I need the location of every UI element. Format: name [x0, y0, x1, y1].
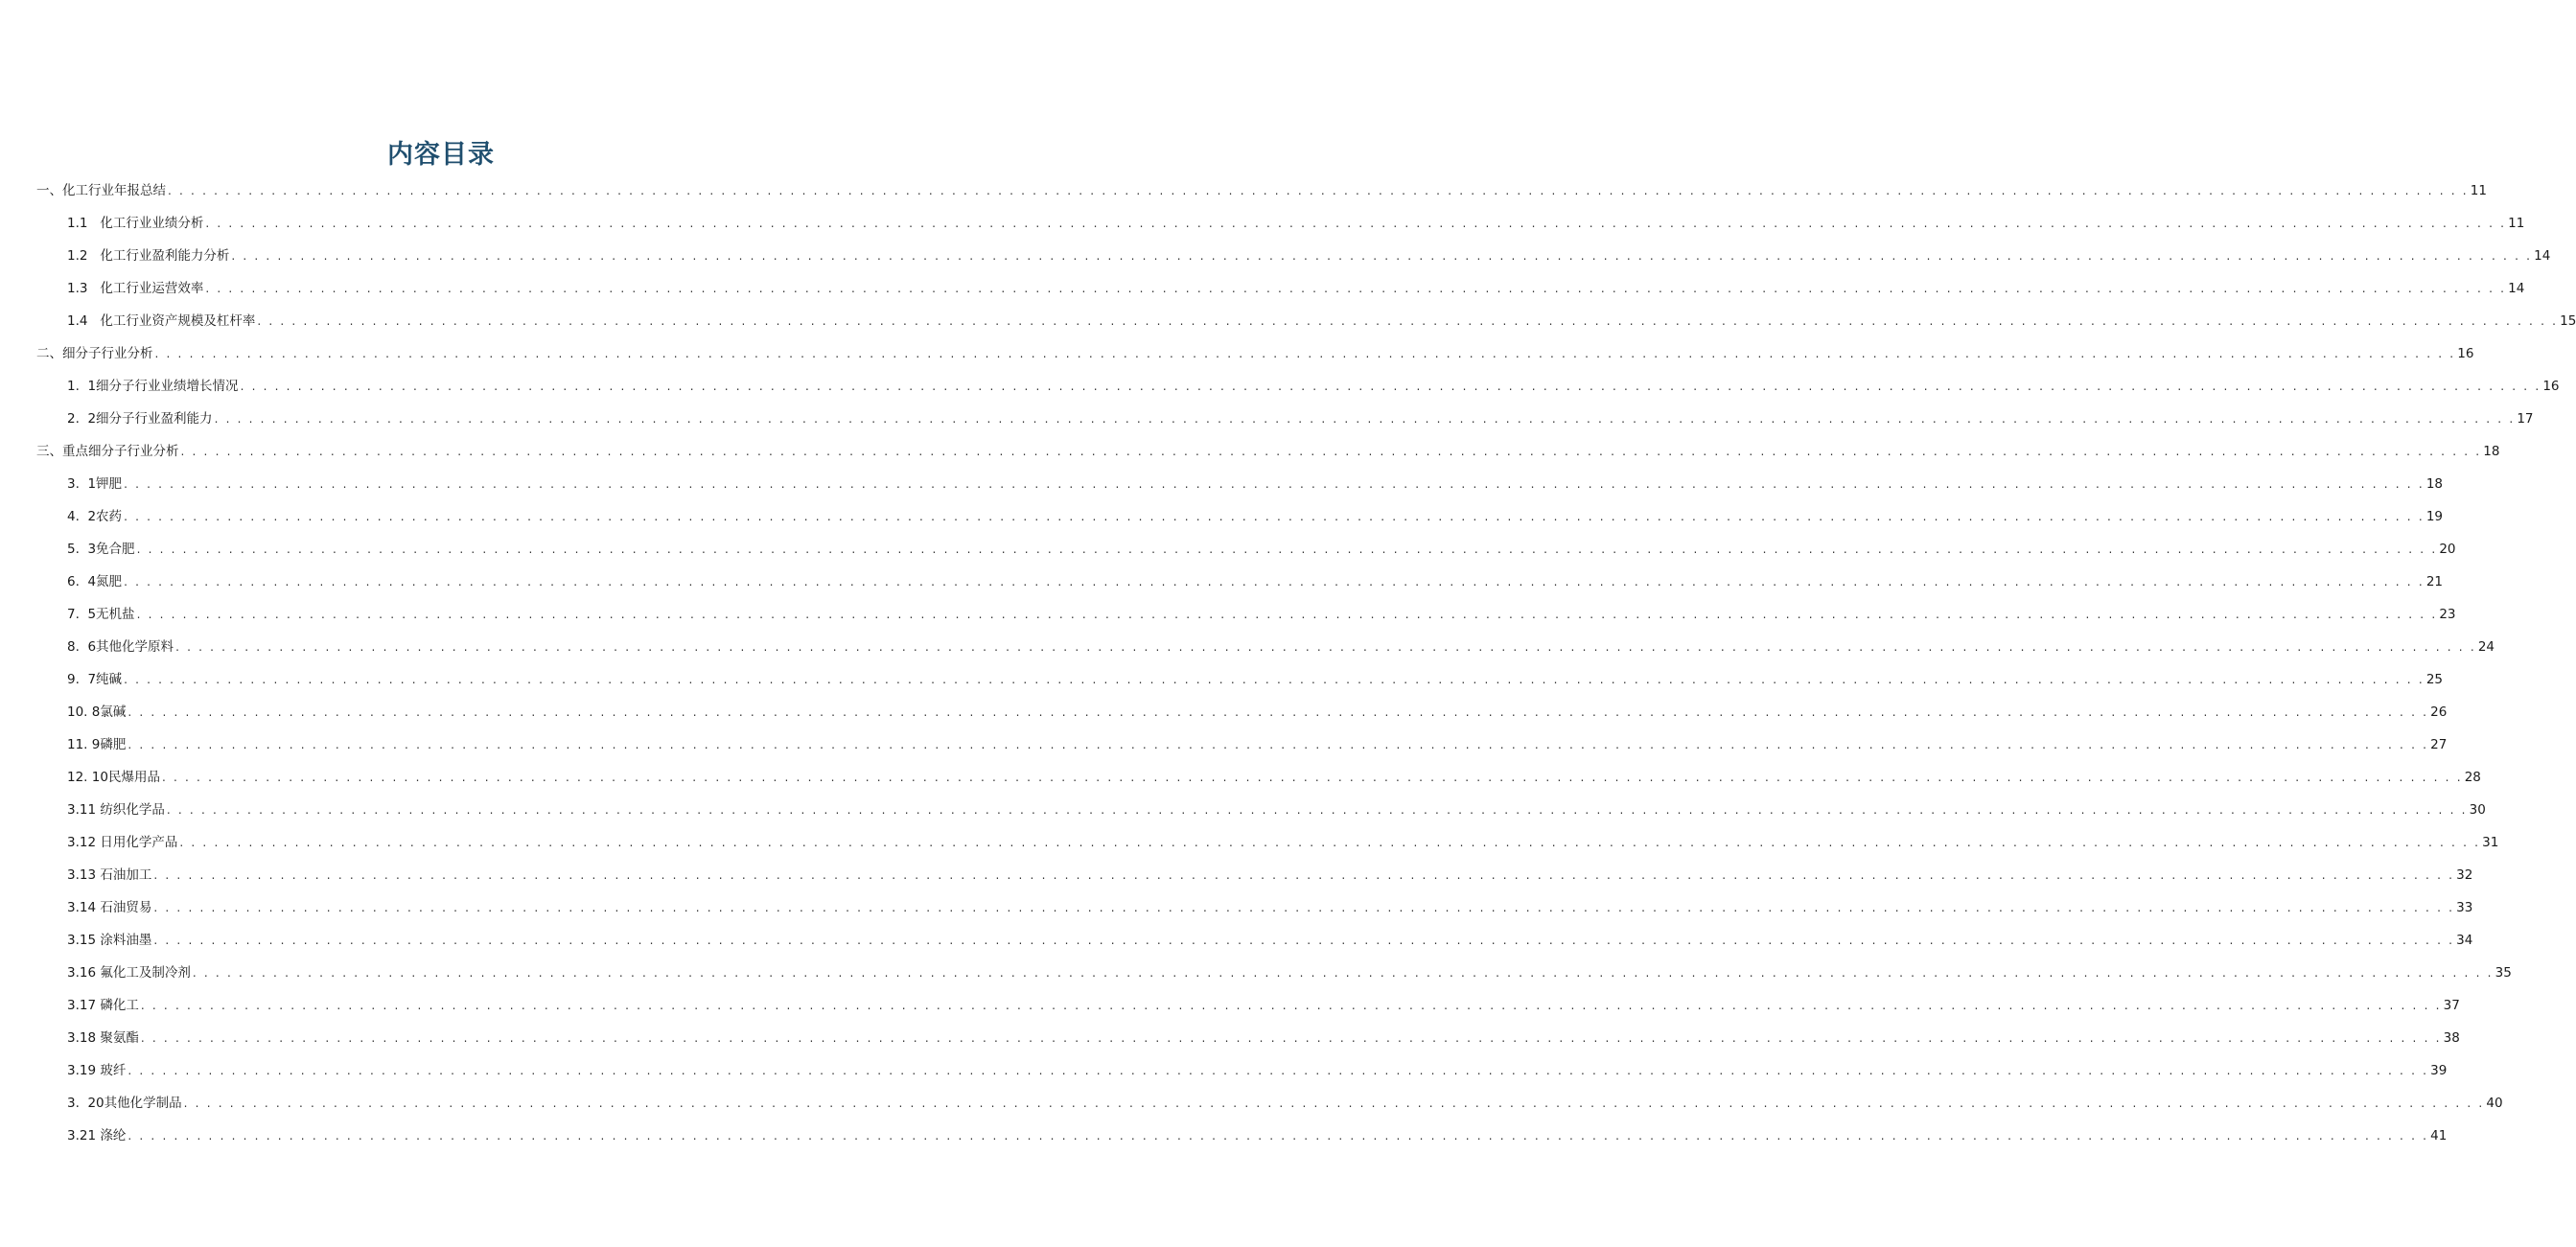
toc-entry-title: 涤纶 [100, 1128, 127, 1143]
toc-entry-number: 1.2 [67, 248, 101, 264]
toc-entry-title: 9磷肥 [91, 737, 127, 752]
dot-leader: . . . . . . . . . . . . . . . . . . . . . . . . . . . . . . . . . . . . . . . . . . . . . . . . . . . . . . . . . . . . . . . . . . . . . . . . . . . . . . . . . . . . . . . . . . . . . . . . . . . . . . . . . . . . . . . . . . . . . . . . . . . . . . . . . . . . . . . . . . . . . . . . . . . . . . . . . . . . . . . . . . . . . . . . . . . . . . . . . . . . . . . . . . . . . . . . . . . . . . . . [153, 934, 2455, 947]
toc-entry-title: 2农药 [87, 509, 123, 524]
toc-entry[interactable] [36, 272, 2525, 305]
dot-leader: . . . . . . . . . . . . . . . . . . . . . . . . . . . . . . . . . . . . . . . . . . . . . . . . . . . . . . . . . . . . . . . . . . . . . . . . . . . . . . . . . . . . . . . . . . . . . . . . . . . . . . . . . . . . . . . . . . . . . . . . . . . . . . . . . . . . . . . . . . . . . . . . . . . . . . . . . . . . . . . . . . . . . . . . . . . . . . . . . . . . . . . . . . . . . . . . . . . . . . . . [124, 575, 2425, 589]
toc-entry-page-number: 40 [2486, 1096, 2503, 1111]
toc-entry-number: 一、 [36, 183, 62, 198]
toc-entry-page-number: 18 [2483, 444, 2500, 459]
dot-leader: . . . . . . . . . . . . . . . . . . . . . . . . . . . . . . . . . . . . . . . . . . . . . . . . . . . . . . . . . . . . . . . . . . . . . . . . . . . . . . . . . . . . . . . . . . . . . . . . . . . . . . . . . . . . . . . . . . . . . . . . . . . . . . . . . . . . . . . . . . . . . . . . . . . . . . . . . . . . . . . . . . . . . . . . . . . . . . . . . . . . . . . . . . . . . . . . . . . . . . . . [175, 640, 2476, 654]
toc-entry-title: 20其他化学制品 [87, 1096, 182, 1111]
toc-entry-number: 3.13 [67, 867, 101, 883]
toc-entry[interactable] [36, 859, 2473, 891]
toc-entry-page-number: 33 [2456, 900, 2473, 915]
dot-leader: . . . . . . . . . . . . . . . . . . . . . . . . . . . . . . . . . . . . . . . . . . . . . . . . . . . . . . . . . . . . . . . . . . . . . . . . . . . . . . . . . . . . . . . . . . . . . . . . . . . . . . . . . . . . . . . . . . . . . . . . . . . . . . . . . . . . . . . . . . . . . . . . . . . . . . . . . . . . . . . . . . . . . . . . . . . . . . . . . . . . . . . . . . . . . . . . . . . . . . . . [205, 217, 2507, 230]
toc-entry-title: 磷化工 [100, 998, 139, 1013]
toc-entry-page-number: 19 [2425, 509, 2444, 524]
toc-entry[interactable] [36, 468, 2444, 500]
toc-entry-number: 1. [67, 379, 88, 394]
toc-entry-page-number: 11 [2470, 183, 2487, 198]
toc-entry[interactable] [36, 924, 2473, 957]
page-title: 内容目录 [387, 140, 495, 171]
toc-entry-title: 化工行业盈利能力分析 [100, 248, 230, 264]
toc-entry-page-number: 23 [2439, 607, 2456, 622]
toc-entry[interactable] [36, 305, 2576, 337]
toc-entry-title: 3免合肥 [87, 542, 135, 557]
toc-entry-number: 3.12 [67, 835, 101, 850]
toc-entry-title: 日用化学产品 [100, 835, 178, 850]
toc-entry-title: 玻纤 [100, 1063, 127, 1078]
dot-leader: . . . . . . . . . . . . . . . . . . . . . . . . . . . . . . . . . . . . . . . . . . . . . . . . . . . . . . . . . . . . . . . . . . . . . . . . . . . . . . . . . . . . . . . . . . . . . . . . . . . . . . . . . . . . . . . . . . . . . . . . . . . . . . . . . . . . . . . . . . . . . . . . . . . . . . . . . . . . . . . . . . . . . . . . . . . . . . . . . . . . . . . . . . . . . . . . . . . . . . . . [128, 705, 2429, 719]
toc-entry-page-number: 37 [2443, 998, 2460, 1013]
toc-entry[interactable] [36, 826, 2499, 859]
toc-entry-page-number: 30 [2469, 802, 2486, 818]
toc-entry-number: 3.14 [67, 900, 101, 915]
toc-entry-page-number: 39 [2430, 1063, 2448, 1078]
toc-entry-number: 3.16 [67, 965, 101, 981]
dot-leader: . . . . . . . . . . . . . . . . . . . . . . . . . . . . . . . . . . . . . . . . . . . . . . . . . . . . . . . . . . . . . . . . . . . . . . . . . . . . . . . . . . . . . . . . . . . . . . . . . . . . . . . . . . . . . . . . . . . . . . . . . . . . . . . . . . . . . . . . . . . . . . . . . . . . . . . . . . . . . . . . . . . . . . . . . . . . . . . . . . . . . . . . . . . . . . . . . . . . . . . . [166, 803, 2468, 817]
dot-leader: . . . . . . . . . . . . . . . . . . . . . . . . . . . . . . . . . . . . . . . . . . . . . . . . . . . . . . . . . . . . . . . . . . . . . . . . . . . . . . . . . . . . . . . . . . . . . . . . . . . . . . . . . . . . . . . . . . . . . . . . . . . . . . . . . . . . . . . . . . . . . . . . . . . . . . . . . . . . . . . . . . . . . . . . . . . . . . . . . . . . . . . . . . . . . . . . . . . . . . . . [231, 249, 2533, 263]
dot-leader: . . . . . . . . . . . . . . . . . . . . . . . . . . . . . . . . . . . . . . . . . . . . . . . . . . . . . . . . . . . . . . . . . . . . . . . . . . . . . . . . . . . . . . . . . . . . . . . . . . . . . . . . . . . . . . . . . . . . . . . . . . . . . . . . . . . . . . . . . . . . . . . . . . . . . . . . . . . . . . . . . . . . . . . . . . . . . . . . . . . . . . . . . . . . . . . . . . . . . . . . [140, 1031, 2442, 1045]
dot-leader: . . . . . . . . . . . . . . . . . . . . . . . . . . . . . . . . . . . . . . . . . . . . . . . . . . . . . . . . . . . . . . . . . . . . . . . . . . . . . . . . . . . . . . . . . . . . . . . . . . . . . . . . . . . . . . . . . . . . . . . . . . . . . . . . . . . . . . . . . . . . . . . . . . . . . . . . . . . . . . . . . . . . . . . . . . . . . . . . . . . . . . . . . . . . . . . . . . . . . . . . [136, 608, 2438, 621]
toc-entry[interactable] [36, 1087, 2503, 1120]
toc-entry-title: 化工行业资产规模及杠杆率 [100, 313, 256, 329]
toc-entry-page-number: 17 [2517, 411, 2534, 427]
toc-entry-title: 6其他化学原料 [87, 639, 174, 655]
toc-entry-number: 1.1 [67, 216, 101, 231]
toc-entry-title: 4氮肥 [87, 574, 123, 589]
dot-leader: . . . . . . . . . . . . . . . . . . . . . . . . . . . . . . . . . . . . . . . . . . . . . . . . . . . . . . . . . . . . . . . . . . . . . . . . . . . . . . . . . . . . . . . . . . . . . . . . . . . . . . . . . . . . . . . . . . . . . . . . . . . . . . . . . . . . . . . . . . . . . . . . . . . . . . . . . . . . . . . . . . . . . . . . . . . . . . . . . . . . . . . . . . . . . . . . . . . . . . . . [153, 868, 2455, 882]
toc-entry-title: 8氯碱 [91, 704, 127, 720]
toc-entry[interactable] [36, 598, 2456, 631]
dot-leader: . . . . . . . . . . . . . . . . . . . . . . . . . . . . . . . . . . . . . . . . . . . . . . . . . . . . . . . . . . . . . . . . . . . . . . . . . . . . . . . . . . . . . . . . . . . . . . . . . . . . . . . . . . . . . . . . . . . . . . . . . . . . . . . . . . . . . . . . . . . . . . . . . . . . . . . . . . . . . . . . . . . . . . . . . . . . . . . . . . . . . . . . . . . . . . . . . . . . . . . . [180, 445, 2482, 458]
toc-entry-number: 3. [67, 476, 88, 492]
toc-entry-page-number: 16 [2542, 379, 2560, 394]
toc-entry-page-number: 14 [2534, 248, 2551, 264]
toc-entry-number: 4. [67, 509, 88, 524]
dot-leader: . . . . . . . . . . . . . . . . . . . . . . . . . . . . . . . . . . . . . . . . . . . . . . . . . . . . . . . . . . . . . . . . . . . . . . . . . . . . . . . . . . . . . . . . . . . . . . . . . . . . . . . . . . . . . . . . . . . . . . . . . . . . . . . . . . . . . . . . . . . . . . . . . . . . . . . . . . . . . . . . . . . . . . . . . . . . . . . . . . . . . . . . . . . . . . . . . . . . . . . . [161, 771, 2463, 784]
toc-entry-number: 8. [67, 639, 88, 655]
toc-entry-title: 纺织化学品 [100, 802, 165, 818]
toc-entry[interactable] [36, 663, 2444, 696]
toc-entry-number: 1.4 [67, 313, 101, 329]
toc-entry-title: 2细分子行业盈利能力 [87, 411, 213, 427]
toc-entry[interactable] [36, 794, 2486, 826]
toc-entry-title: 重点细分子行业分析 [62, 444, 179, 459]
toc-entry-title: 5无机盐 [87, 607, 135, 622]
toc-entry[interactable] [36, 533, 2456, 566]
toc-entry[interactable] [36, 337, 2474, 370]
toc-entry-page-number: 18 [2425, 476, 2444, 492]
dot-leader: . . . . . . . . . . . . . . . . . . . . . . . . . . . . . . . . . . . . . . . . . . . . . . . . . . . . . . . . . . . . . . . . . . . . . . . . . . . . . . . . . . . . . . . . . . . . . . . . . . . . . . . . . . . . . . . . . . . . . . . . . . . . . . . . . . . . . . . . . . . . . . . . . . . . . . . . . . . . . . . . . . . . . . . . . . . . . . . . . . . . . . . . . . . . . . . . . . . . . . . . [179, 836, 2481, 849]
toc-entry[interactable] [36, 891, 2473, 924]
toc-entry-number: 9. [67, 672, 88, 687]
dot-leader: . . . . . . . . . . . . . . . . . . . . . . . . . . . . . . . . . . . . . . . . . . . . . . . . . . . . . . . . . . . . . . . . . . . . . . . . . . . . . . . . . . . . . . . . . . . . . . . . . . . . . . . . . . . . . . . . . . . . . . . . . . . . . . . . . . . . . . . . . . . . . . . . . . . . . . . . . . . . . . . . . . . . . . . . . . . . . . . . . . . . . . . . . . . . . . . . . . . . . . . . [205, 282, 2507, 295]
toc-entry-page-number: 25 [2425, 672, 2444, 687]
toc-entry-title: 化工行业年报总结 [62, 183, 166, 198]
toc-entry-number: 5. [67, 542, 88, 557]
toc-entry[interactable] [36, 1054, 2448, 1087]
toc-entry-number: 12. [67, 770, 92, 785]
toc-entry-number: 1.3 [67, 281, 101, 296]
toc-entry-title: 聚氨酯 [100, 1030, 139, 1046]
dot-leader: . . . . . . . . . . . . . . . . . . . . . . . . . . . . . . . . . . . . . . . . . . . . . . . . . . . . . . . . . . . . . . . . . . . . . . . . . . . . . . . . . . . . . . . . . . . . . . . . . . . . . . . . . . . . . . . . . . . . . . . . . . . . . . . . . . . . . . . . . . . . . . . . . . . . . . . . . . . . . . . . . . . . . . . . . . . . . . . . . . . . . . . . . . . . . . . . . . . . . . . . [136, 543, 2438, 556]
toc-entry-number: 3.19 [67, 1063, 101, 1078]
toc-entry[interactable] [36, 500, 2444, 533]
toc-entry-title: 细分子行业分析 [62, 346, 153, 361]
dot-leader: . . . . . . . . . . . . . . . . . . . . . . . . . . . . . . . . . . . . . . . . . . . . . . . . . . . . . . . . . . . . . . . . . . . . . . . . . . . . . . . . . . . . . . . . . . . . . . . . . . . . . . . . . . . . . . . . . . . . . . . . . . . . . . . . . . . . . . . . . . . . . . . . . . . . . . . . . . . . . . . . . . . . . . . . . . . . . . . . . . . . . . . . . . . . . . . . . . . . . . . . [124, 477, 2425, 491]
toc-entry-page-number: 24 [2477, 639, 2495, 655]
toc-entry-page-number: 31 [2482, 835, 2499, 850]
toc-entry-number: 3.15 [67, 933, 101, 948]
table-of-contents [36, 174, 2576, 1152]
toc-entry-number: 三、 [36, 444, 62, 459]
toc-entry[interactable] [36, 403, 2534, 435]
toc-entry-number: 3.18 [67, 1030, 101, 1046]
toc-entry-page-number: 28 [2464, 770, 2481, 785]
dot-leader: . . . . . . . . . . . . . . . . . . . . . . . . . . . . . . . . . . . . . . . . . . . . . . . . . . . . . . . . . . . . . . . . . . . . . . . . . . . . . . . . . . . . . . . . . . . . . . . . . . . . . . . . . . . . . . . . . . . . . . . . . . . . . . . . . . . . . . . . . . . . . . . . . . . . . . . . . . . . . . . . . . . . . . . . . . . . . . . . . . . . . . . . . . . . . . . . . . . . . . . . [257, 314, 2559, 328]
toc-entry[interactable] [36, 370, 2560, 403]
toc-entry-page-number: 14 [2508, 281, 2525, 296]
dot-leader: . . . . . . . . . . . . . . . . . . . . . . . . . . . . . . . . . . . . . . . . . . . . . . . . . . . . . . . . . . . . . . . . . . . . . . . . . . . . . . . . . . . . . . . . . . . . . . . . . . . . . . . . . . . . . . . . . . . . . . . . . . . . . . . . . . . . . . . . . . . . . . . . . . . . . . . . . . . . . . . . . . . . . . . . . . . . . . . . . . . . . . . . . . . . . . . . . . . . . . . . [214, 412, 2516, 426]
toc-entry-number: 10. [67, 704, 92, 720]
toc-entry-title: 化工行业运营效率 [100, 281, 204, 296]
toc-entry-number: 二、 [36, 346, 62, 361]
toc-entry[interactable] [36, 240, 2551, 272]
toc-entry[interactable] [36, 566, 2444, 598]
dot-leader: . . . . . . . . . . . . . . . . . . . . . . . . . . . . . . . . . . . . . . . . . . . . . . . . . . . . . . . . . . . . . . . . . . . . . . . . . . . . . . . . . . . . . . . . . . . . . . . . . . . . . . . . . . . . . . . . . . . . . . . . . . . . . . . . . . . . . . . . . . . . . . . . . . . . . . . . . . . . . . . . . . . . . . . . . . . . . . . . . . . . . . . . . . . . . . . . . . . . . . . . [128, 1064, 2429, 1077]
toc-entry-number: 3. [67, 1096, 88, 1111]
toc-entry[interactable] [36, 1120, 2448, 1152]
toc-entry-title: 7纯碱 [87, 672, 123, 687]
dot-leader: . . . . . . . . . . . . . . . . . . . . . . . . . . . . . . . . . . . . . . . . . . . . . . . . . . . . . . . . . . . . . . . . . . . . . . . . . . . . . . . . . . . . . . . . . . . . . . . . . . . . . . . . . . . . . . . . . . . . . . . . . . . . . . . . . . . . . . . . . . . . . . . . . . . . . . . . . . . . . . . . . . . . . . . . . . . . . . . . . . . . . . . . . . . . . . . . . . . . . . . . [124, 510, 2425, 523]
toc-entry-title: 石油贸易 [100, 900, 152, 915]
toc-entry[interactable] [36, 761, 2481, 794]
toc-entry-page-number: 32 [2456, 867, 2473, 883]
toc-entry[interactable] [36, 989, 2460, 1022]
toc-entry[interactable] [36, 631, 2495, 663]
dot-leader: . . . . . . . . . . . . . . . . . . . . . . . . . . . . . . . . . . . . . . . . . . . . . . . . . . . . . . . . . . . . . . . . . . . . . . . . . . . . . . . . . . . . . . . . . . . . . . . . . . . . . . . . . . . . . . . . . . . . . . . . . . . . . . . . . . . . . . . . . . . . . . . . . . . . . . . . . . . . . . . . . . . . . . . . . . . . . . . . . . . . . . . . . . . . . . . . . . . . . . . . [240, 380, 2541, 393]
toc-entry-number: 7. [67, 607, 88, 622]
dot-leader: . . . . . . . . . . . . . . . . . . . . . . . . . . . . . . . . . . . . . . . . . . . . . . . . . . . . . . . . . . . . . . . . . . . . . . . . . . . . . . . . . . . . . . . . . . . . . . . . . . . . . . . . . . . . . . . . . . . . . . . . . . . . . . . . . . . . . . . . . . . . . . . . . . . . . . . . . . . . . . . . . . . . . . . . . . . . . . . . . . . . . . . . . . . . . . . . . . . . . . . . [140, 999, 2442, 1012]
toc-entry-page-number: 26 [2430, 704, 2448, 720]
toc-entry[interactable] [36, 728, 2448, 761]
toc-entry[interactable] [36, 696, 2448, 728]
toc-entry-title: 10民爆用品 [91, 770, 160, 785]
toc-entry-title: 1细分子行业业绩增长情况 [87, 379, 239, 394]
dot-leader: . . . . . . . . . . . . . . . . . . . . . . . . . . . . . . . . . . . . . . . . . . . . . . . . . . . . . . . . . . . . . . . . . . . . . . . . . . . . . . . . . . . . . . . . . . . . . . . . . . . . . . . . . . . . . . . . . . . . . . . . . . . . . . . . . . . . . . . . . . . . . . . . . . . . . . . . . . . . . . . . . . . . . . . . . . . . . . . . . . . . . . . . . . . . . . . . . . . . . . . . [168, 184, 2469, 197]
toc-entry-page-number: 21 [2425, 574, 2444, 589]
toc-entry-title: 1钾肥 [87, 476, 123, 492]
toc-entry-page-number: 15 [2560, 313, 2576, 329]
toc-entry-page-number: 16 [2457, 346, 2474, 361]
toc-entry[interactable] [36, 957, 2512, 989]
toc-entry-title: 化工行业业绩分析 [100, 216, 204, 231]
toc-entry[interactable] [36, 207, 2525, 240]
toc-entry[interactable] [36, 174, 2487, 207]
toc-entry[interactable] [36, 435, 2500, 468]
toc-entry-page-number: 34 [2456, 933, 2473, 948]
dot-leader: . . . . . . . . . . . . . . . . . . . . . . . . . . . . . . . . . . . . . . . . . . . . . . . . . . . . . . . . . . . . . . . . . . . . . . . . . . . . . . . . . . . . . . . . . . . . . . . . . . . . . . . . . . . . . . . . . . . . . . . . . . . . . . . . . . . . . . . . . . . . . . . . . . . . . . . . . . . . . . . . . . . . . . . . . . . . . . . . . . . . . . . . . . . . . . . . . . . . . . . . [128, 1129, 2429, 1143]
toc-entry-page-number: 35 [2495, 965, 2512, 981]
toc-entry-title: 石油加工 [100, 867, 152, 883]
toc-entry-page-number: 20 [2439, 542, 2456, 557]
toc-entry-title: 涂料油墨 [100, 933, 152, 948]
toc-entry-number: 2. [67, 411, 88, 427]
toc-entry-number: 6. [67, 574, 88, 589]
toc-entry-page-number: 38 [2443, 1030, 2460, 1046]
toc-entry-number: 3.11 [67, 802, 101, 818]
toc-entry-page-number: 41 [2430, 1128, 2448, 1143]
toc-entry-page-number: 27 [2430, 737, 2448, 752]
toc-entry-page-number: 11 [2508, 216, 2525, 231]
dot-leader: . . . . . . . . . . . . . . . . . . . . . . . . . . . . . . . . . . . . . . . . . . . . . . . . . . . . . . . . . . . . . . . . . . . . . . . . . . . . . . . . . . . . . . . . . . . . . . . . . . . . . . . . . . . . . . . . . . . . . . . . . . . . . . . . . . . . . . . . . . . . . . . . . . . . . . . . . . . . . . . . . . . . . . . . . . . . . . . . . . . . . . . . . . . . . . . . . . . . . . . . [128, 738, 2429, 751]
toc-entry-title: 氟化工及制冷剂 [100, 965, 191, 981]
dot-leader: . . . . . . . . . . . . . . . . . . . . . . . . . . . . . . . . . . . . . . . . . . . . . . . . . . . . . . . . . . . . . . . . . . . . . . . . . . . . . . . . . . . . . . . . . . . . . . . . . . . . . . . . . . . . . . . . . . . . . . . . . . . . . . . . . . . . . . . . . . . . . . . . . . . . . . . . . . . . . . . . . . . . . . . . . . . . . . . . . . . . . . . . . . . . . . . . . . . . . . . . [153, 901, 2455, 914]
toc-entry-number: 11. [67, 737, 92, 752]
toc-entry[interactable] [36, 1022, 2460, 1054]
toc-entry-number: 3.17 [67, 998, 101, 1013]
dot-leader: . . . . . . . . . . . . . . . . . . . . . . . . . . . . . . . . . . . . . . . . . . . . . . . . . . . . . . . . . . . . . . . . . . . . . . . . . . . . . . . . . . . . . . . . . . . . . . . . . . . . . . . . . . . . . . . . . . . . . . . . . . . . . . . . . . . . . . . . . . . . . . . . . . . . . . . . . . . . . . . . . . . . . . . . . . . . . . . . . . . . . . . . . . . . . . . . . . . . . . . . [154, 347, 2456, 360]
dot-leader: . . . . . . . . . . . . . . . . . . . . . . . . . . . . . . . . . . . . . . . . . . . . . . . . . . . . . . . . . . . . . . . . . . . . . . . . . . . . . . . . . . . . . . . . . . . . . . . . . . . . . . . . . . . . . . . . . . . . . . . . . . . . . . . . . . . . . . . . . . . . . . . . . . . . . . . . . . . . . . . . . . . . . . . . . . . . . . . . . . . . . . . . . . . . . . . . . . . . . . . . [124, 673, 2425, 686]
toc-entry-number: 3.21 [67, 1128, 101, 1143]
dot-leader: . . . . . . . . . . . . . . . . . . . . . . . . . . . . . . . . . . . . . . . . . . . . . . . . . . . . . . . . . . . . . . . . . . . . . . . . . . . . . . . . . . . . . . . . . . . . . . . . . . . . . . . . . . . . . . . . . . . . . . . . . . . . . . . . . . . . . . . . . . . . . . . . . . . . . . . . . . . . . . . . . . . . . . . . . . . . . . . . . . . . . . . . . . . . . . . . . . . . . . . . [192, 966, 2494, 980]
dot-leader: . . . . . . . . . . . . . . . . . . . . . . . . . . . . . . . . . . . . . . . . . . . . . . . . . . . . . . . . . . . . . . . . . . . . . . . . . . . . . . . . . . . . . . . . . . . . . . . . . . . . . . . . . . . . . . . . . . . . . . . . . . . . . . . . . . . . . . . . . . . . . . . . . . . . . . . . . . . . . . . . . . . . . . . . . . . . . . . . . . . . . . . . . . . . . . . . . . . . . . . . [183, 1097, 2485, 1110]
